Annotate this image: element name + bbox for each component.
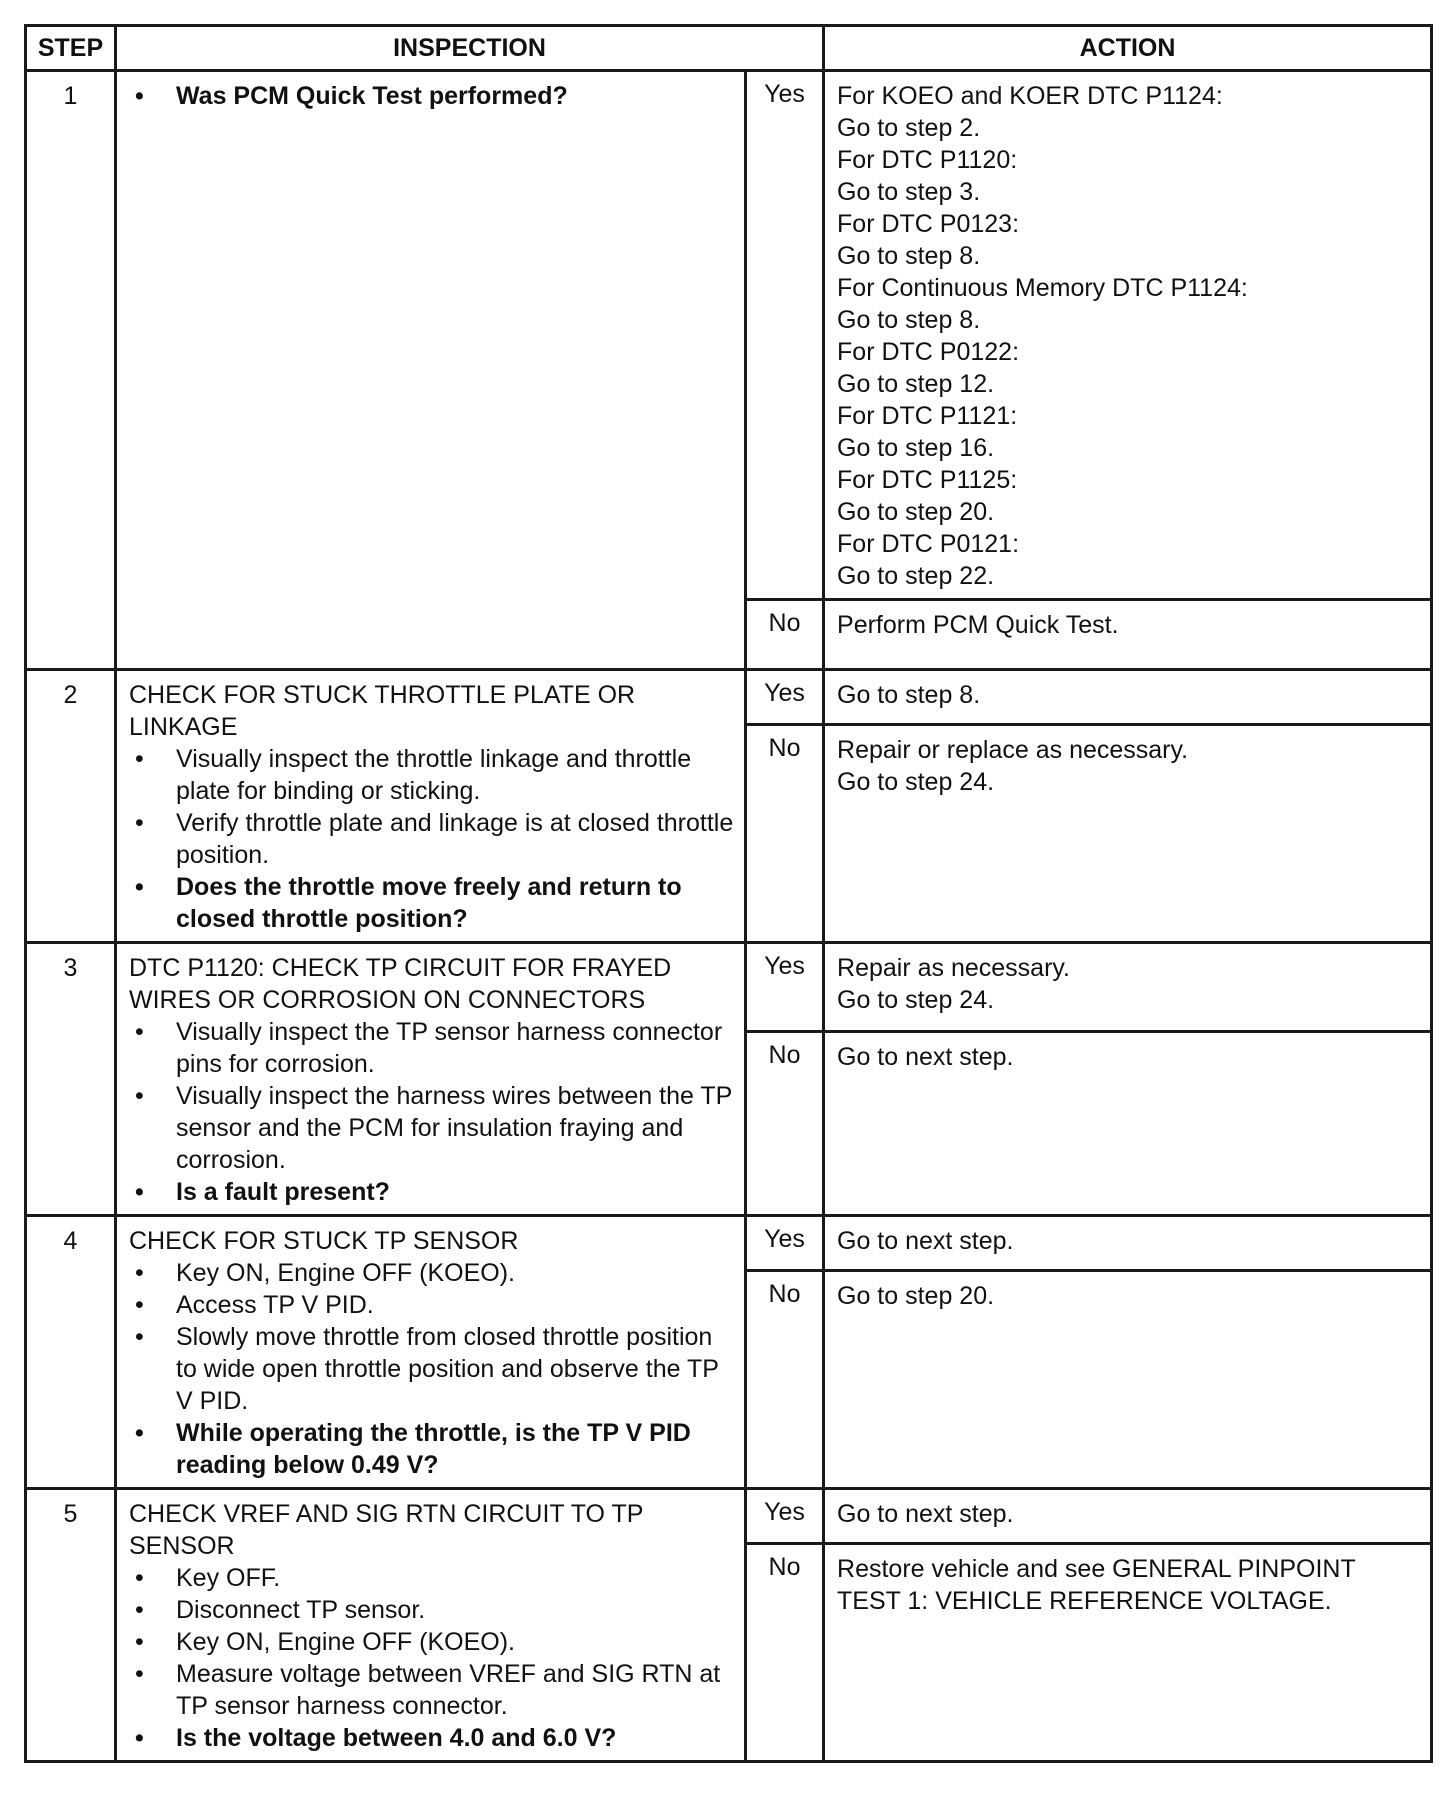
- inspection-bullet: • Key OFF.: [129, 1562, 734, 1594]
- action-header: ACTION: [824, 26, 1432, 71]
- header-row: [26, 26, 1432, 71]
- inspection-list: [129, 1562, 734, 1754]
- no-action: [824, 1270, 1432, 1488]
- action-line: Go to step 22.: [837, 562, 995, 590]
- action-line: Go to step 12.: [837, 370, 995, 398]
- action-line: For DTC P1125:: [837, 466, 1018, 494]
- inspection-cell: [116, 1216, 746, 1489]
- no-action: [824, 724, 1432, 942]
- action-line: Go to step 16.: [837, 434, 995, 462]
- inspection-cell: [116, 670, 746, 943]
- step-number: 3: [26, 943, 116, 1216]
- no-label: No: [746, 1543, 824, 1761]
- inspection-bullet: • Visually inspect the throttle linkage and throttle plate for binding or sticking.: [129, 743, 734, 807]
- action-line: Repair as necessary.: [837, 954, 1070, 982]
- yes-label: Yes: [746, 71, 824, 600]
- inspection-cell: [116, 1489, 746, 1762]
- step-header: STEP: [26, 26, 116, 71]
- action-line: Go to step 24.: [837, 767, 995, 796]
- step-row: [26, 943, 1432, 1032]
- no-action: [824, 600, 1432, 670]
- step-title: CHECK FOR STUCK THROTTLE PLATE OR LINKAGE: [129, 681, 636, 741]
- action-line: Go to step 24.: [837, 986, 995, 1014]
- yes-label: Yes: [746, 670, 824, 725]
- no-label: No: [746, 600, 824, 670]
- step-row: [26, 71, 1432, 600]
- step-title: CHECK FOR STUCK TP SENSOR: [129, 1227, 519, 1255]
- action-line: Perform PCM Quick Test.: [837, 611, 1119, 639]
- step-number: 1: [26, 71, 116, 670]
- yes-label: Yes: [746, 943, 824, 1032]
- yes-label: Yes: [746, 1489, 824, 1544]
- no-label: No: [746, 1270, 824, 1488]
- step-number: 4: [26, 1216, 116, 1489]
- step-title: CHECK VREF AND SIG RTN CIRCUIT TO TP SENSOR: [129, 1500, 643, 1560]
- inspection-bullet: • Visually inspect the TP sensor harness connector pins for corrosion.: [129, 1016, 734, 1080]
- action-line: Restore vehicle and see GENERAL PINPOINT TEST 1: VEHICLE REFERENCE VOLTAGE.: [837, 1554, 1356, 1615]
- inspection-list: [129, 80, 734, 112]
- action-line: Go to step 20.: [837, 498, 995, 526]
- inspection-list: [129, 1016, 734, 1208]
- no-action: [824, 1031, 1432, 1215]
- procedure-rows: [26, 71, 1432, 1762]
- inspection-question: • Is the voltage between 4.0 and 6.0 V?: [129, 1722, 734, 1754]
- inspection-bullet: • Key ON, Engine OFF (KOEO).: [129, 1257, 734, 1289]
- yes-action: [824, 670, 1432, 725]
- step-row: [26, 1216, 1432, 1271]
- action-line: For DTC P0123:: [837, 210, 1020, 238]
- inspection-question: • Was PCM Quick Test performed?: [129, 80, 734, 112]
- yes-action: [824, 71, 1432, 600]
- inspection-bullet: • Key ON, Engine OFF (KOEO).: [129, 1626, 734, 1658]
- procedure-table: [24, 24, 1433, 1763]
- action-line: For DTC P1120:: [837, 146, 1018, 174]
- inspection-list: [129, 1257, 734, 1481]
- action-line: For DTC P0122:: [837, 338, 1020, 366]
- action-line: Go to step 8.: [837, 306, 981, 334]
- yes-action: [824, 1216, 1432, 1271]
- yes-action: [824, 1489, 1432, 1544]
- step-title: DTC P1120: CHECK TP CIRCUIT FOR FRAYED WIRES OR CORROSION ON CONNECTORS: [129, 954, 672, 1014]
- inspection-header: INSPECTION: [116, 26, 824, 71]
- action-line: For DTC P0121:: [837, 530, 1020, 558]
- action-line: Go to step 8.: [837, 242, 981, 270]
- action-line: For Continuous Memory DTC P1124:: [837, 274, 1248, 302]
- action-line: Repair or replace as necessary.: [837, 735, 1189, 764]
- step-row: [26, 1489, 1432, 1544]
- action-line: Go to step 2.: [837, 114, 981, 142]
- inspection-bullet: • Verify throttle plate and linkage is at closed throttle position.: [129, 807, 734, 871]
- no-label: No: [746, 724, 824, 942]
- yes-label: Yes: [746, 1216, 824, 1271]
- inspection-bullet: • Access TP V PID.: [129, 1289, 734, 1321]
- inspection-list: [129, 743, 734, 935]
- action-line: For DTC P1121:: [837, 402, 1018, 430]
- action-line: Go to step 8.: [837, 681, 981, 709]
- inspection-bullet: • Measure voltage between VREF and SIG RTN at TP sensor harness connector.: [129, 1658, 734, 1722]
- action-line: Go to next step.: [837, 1227, 1014, 1255]
- inspection-cell: [116, 71, 746, 670]
- no-action: [824, 1543, 1432, 1761]
- action-line: Go to step 20.: [837, 1281, 995, 1310]
- inspection-question: • While operating the throttle, is the TP V PID reading below 0.49 V?: [129, 1417, 734, 1481]
- no-label: No: [746, 1031, 824, 1215]
- inspection-bullet: • Visually inspect the harness wires between the TP sensor and the PCM for insulation fraying and corrosion.: [129, 1080, 734, 1176]
- step-number: 2: [26, 670, 116, 943]
- inspection-question: • Does the throttle move freely and return to closed throttle position?: [129, 871, 734, 935]
- step-row: [26, 670, 1432, 725]
- yes-action: [824, 943, 1432, 1032]
- action-line: For KOEO and KOER DTC P1124:: [837, 82, 1223, 110]
- action-line: Go to next step.: [837, 1500, 1014, 1528]
- action-line: Go to step 3.: [837, 178, 981, 206]
- inspection-cell: [116, 943, 746, 1216]
- step-number: 5: [26, 1489, 116, 1762]
- inspection-bullet: • Slowly move throttle from closed throttle position to wide open throttle position and observe the TP V PID.: [129, 1321, 734, 1417]
- action-line: Go to next step.: [837, 1042, 1014, 1071]
- procedure-sheet: [24, 24, 1430, 1763]
- inspection-bullet: • Disconnect TP sensor.: [129, 1594, 734, 1626]
- inspection-question: • Is a fault present?: [129, 1176, 734, 1208]
